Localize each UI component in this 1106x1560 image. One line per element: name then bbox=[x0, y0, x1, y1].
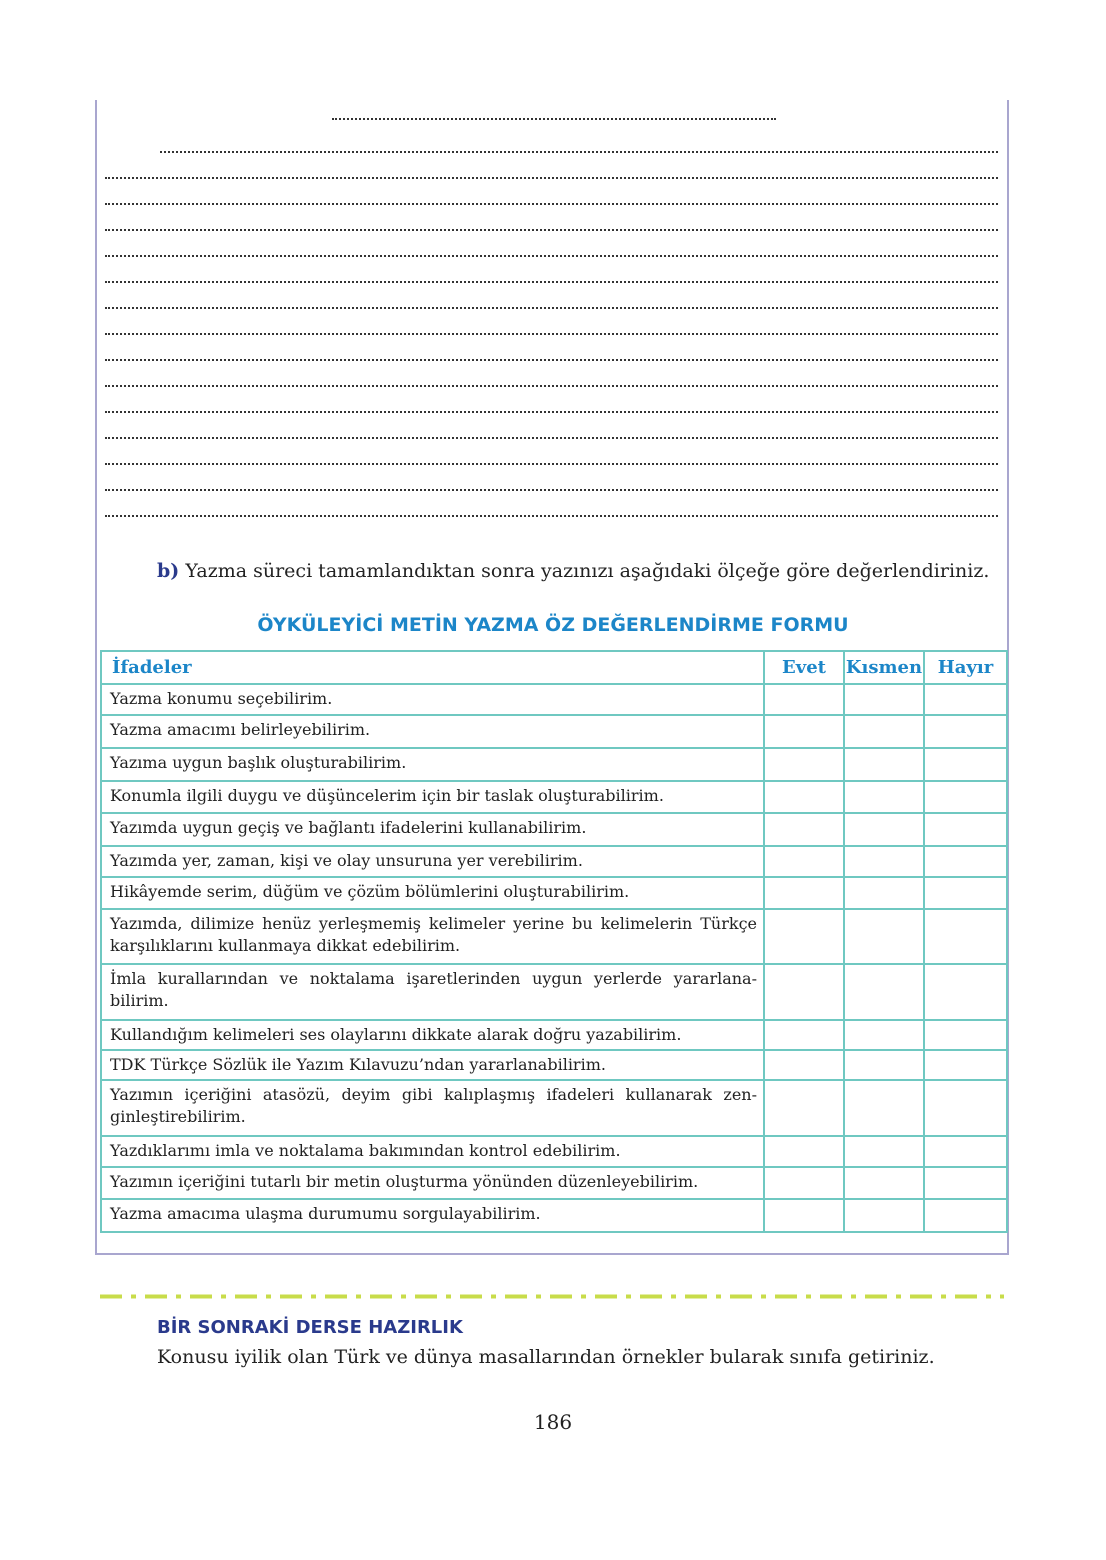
no-cell[interactable] bbox=[924, 846, 1007, 877]
partially-cell[interactable] bbox=[844, 1050, 924, 1080]
no-cell[interactable] bbox=[924, 781, 1007, 813]
table-row bbox=[101, 813, 1007, 846]
partially-cell[interactable] bbox=[844, 909, 924, 964]
section-separator bbox=[100, 1294, 1004, 1299]
no-cell[interactable] bbox=[924, 684, 1007, 715]
no-cell[interactable] bbox=[924, 1050, 1007, 1080]
next-lesson-text: Konusu iyilik olan Türk ve dünya masallarından örnekler bularak sınıfa getiriniz. bbox=[157, 1346, 935, 1368]
table-row bbox=[101, 909, 1007, 964]
yes-cell[interactable] bbox=[764, 1080, 844, 1136]
writing-line[interactable] bbox=[105, 229, 998, 231]
statement-cell: Yazımda uygun geçiş ve bağlantı ifadelerini kullanabilirim. bbox=[101, 813, 764, 846]
instruction-label: b) bbox=[157, 560, 180, 582]
partially-cell[interactable] bbox=[844, 748, 924, 781]
statement-cell: TDK Türkçe Sözlük ile Yazım Kılavuzu’ndan yararlanabilirim. bbox=[101, 1050, 764, 1080]
yes-cell[interactable] bbox=[764, 1199, 844, 1232]
no-cell[interactable] bbox=[924, 1136, 1007, 1167]
yes-cell[interactable] bbox=[764, 1136, 844, 1167]
partially-cell[interactable] bbox=[844, 1020, 924, 1050]
yes-cell[interactable] bbox=[764, 1050, 844, 1080]
statement-cell: Yazma konumu seçebilirim. bbox=[101, 684, 764, 715]
no-cell[interactable] bbox=[924, 748, 1007, 781]
yes-cell[interactable] bbox=[764, 877, 844, 909]
table-row bbox=[101, 748, 1007, 781]
no-cell[interactable] bbox=[924, 1020, 1007, 1050]
partially-cell[interactable] bbox=[844, 813, 924, 846]
no-cell[interactable] bbox=[924, 1199, 1007, 1232]
table-row bbox=[101, 1199, 1007, 1232]
yes-cell[interactable] bbox=[764, 1167, 844, 1199]
table-row bbox=[101, 1080, 1007, 1136]
header-yes: Evet bbox=[764, 651, 844, 684]
statement-cell: İmla kurallarından ve noktalama işaretlerinden uygun yerlerde yararlana-bilirim. bbox=[101, 964, 764, 1020]
writing-line[interactable] bbox=[105, 177, 998, 179]
statement-cell: Yazımın içeriğini tutarlı bir metin oluşturma yönünden düzenleyebilirim. bbox=[101, 1167, 764, 1199]
instruction-body: Yazma süreci tamamlandıktan sonra yazınızı aşağıdaki ölçeğe göre değerlendiriniz. bbox=[179, 560, 990, 582]
writing-line[interactable] bbox=[105, 411, 998, 413]
self-assessment-table bbox=[100, 650, 1008, 1233]
writing-line[interactable] bbox=[105, 203, 998, 205]
writing-line[interactable] bbox=[105, 437, 998, 439]
page-number: 186 bbox=[533, 1410, 573, 1434]
writing-line[interactable] bbox=[105, 333, 998, 335]
yes-cell[interactable] bbox=[764, 909, 844, 964]
table-body bbox=[101, 684, 1007, 1232]
no-cell[interactable] bbox=[924, 1167, 1007, 1199]
yes-cell[interactable] bbox=[764, 748, 844, 781]
instruction-text bbox=[157, 560, 989, 582]
form-title: ÖYKÜLEYİCİ METİN YAZMA ÖZ DEĞERLENDİRME FORMU bbox=[257, 614, 849, 636]
statement-cell: Yazımın içeriğini atasözü, deyim gibi kalıplaşmış ifadeleri kullanarak zen-ginleştirebilirim. bbox=[101, 1080, 764, 1136]
no-cell[interactable] bbox=[924, 1080, 1007, 1136]
statement-cell: Yazma amacımı belirleyebilirim. bbox=[101, 715, 764, 748]
partially-cell[interactable] bbox=[844, 781, 924, 813]
writing-line[interactable] bbox=[105, 515, 998, 517]
partially-cell[interactable] bbox=[844, 964, 924, 1020]
writing-line[interactable] bbox=[105, 463, 998, 465]
yes-cell[interactable] bbox=[764, 781, 844, 813]
no-cell[interactable] bbox=[924, 715, 1007, 748]
statement-cell: Konumla ilgili duygu ve düşüncelerim için bir taslak oluşturabilirim. bbox=[101, 781, 764, 813]
table-row bbox=[101, 846, 1007, 877]
table-row bbox=[101, 1050, 1007, 1080]
yes-cell[interactable] bbox=[764, 846, 844, 877]
header-statements: İfadeler bbox=[101, 651, 764, 684]
statement-cell: Yazıma uygun başlık oluşturabilirim. bbox=[101, 748, 764, 781]
yes-cell[interactable] bbox=[764, 715, 844, 748]
partially-cell[interactable] bbox=[844, 877, 924, 909]
table-row bbox=[101, 964, 1007, 1020]
table-row bbox=[101, 1167, 1007, 1199]
writing-line[interactable] bbox=[105, 307, 998, 309]
table-row bbox=[101, 781, 1007, 813]
next-lesson-title: BİR SONRAKİ DERSE HAZIRLIK bbox=[157, 1317, 463, 1338]
partially-cell[interactable] bbox=[844, 846, 924, 877]
writing-line[interactable] bbox=[105, 489, 998, 491]
writing-line[interactable] bbox=[160, 151, 998, 153]
statement-cell: Hikâyemde serim, düğüm ve çözüm bölümlerini oluşturabilirim. bbox=[101, 877, 764, 909]
yes-cell[interactable] bbox=[764, 813, 844, 846]
no-cell[interactable] bbox=[924, 877, 1007, 909]
partially-cell[interactable] bbox=[844, 1136, 924, 1167]
partially-cell[interactable] bbox=[844, 715, 924, 748]
table-row bbox=[101, 715, 1007, 748]
statement-cell: Kullandığım kelimeleri ses olaylarını dikkate alarak doğru yazabilirim. bbox=[101, 1020, 764, 1050]
writing-line[interactable] bbox=[105, 281, 998, 283]
table-row bbox=[101, 684, 1007, 715]
writing-line[interactable] bbox=[105, 385, 998, 387]
yes-cell[interactable] bbox=[764, 1020, 844, 1050]
yes-cell[interactable] bbox=[764, 684, 844, 715]
partially-cell[interactable] bbox=[844, 1167, 924, 1199]
no-cell[interactable] bbox=[924, 964, 1007, 1020]
no-cell[interactable] bbox=[924, 813, 1007, 846]
partially-cell[interactable] bbox=[844, 684, 924, 715]
no-cell[interactable] bbox=[924, 909, 1007, 964]
statement-cell: Yazma amacıma ulaşma durumumu sorgulayabilirim. bbox=[101, 1199, 764, 1232]
statement-cell: Yazdıklarımı imla ve noktalama bakımından kontrol edebilirim. bbox=[101, 1136, 764, 1167]
partially-cell[interactable] bbox=[844, 1199, 924, 1232]
statement-cell: Yazımda, dilimize henüz yerleşmemiş kelimeler yerine bu kelimelerin Türkçe karşılıklarını kullanmaya dikkat edebilirim. bbox=[101, 909, 764, 964]
yes-cell[interactable] bbox=[764, 964, 844, 1020]
title-writing-line[interactable] bbox=[332, 118, 776, 120]
table-row bbox=[101, 1020, 1007, 1050]
writing-line[interactable] bbox=[105, 359, 998, 361]
table-row bbox=[101, 1136, 1007, 1167]
header-partially: Kısmen bbox=[844, 651, 924, 684]
table-row bbox=[101, 877, 1007, 909]
table-header-row bbox=[101, 651, 1007, 684]
statement-cell: Yazımda yer, zaman, kişi ve olay unsuruna yer verebilirim. bbox=[101, 846, 764, 877]
writing-line[interactable] bbox=[105, 255, 998, 257]
partially-cell[interactable] bbox=[844, 1080, 924, 1136]
header-no: Hayır bbox=[924, 651, 1007, 684]
